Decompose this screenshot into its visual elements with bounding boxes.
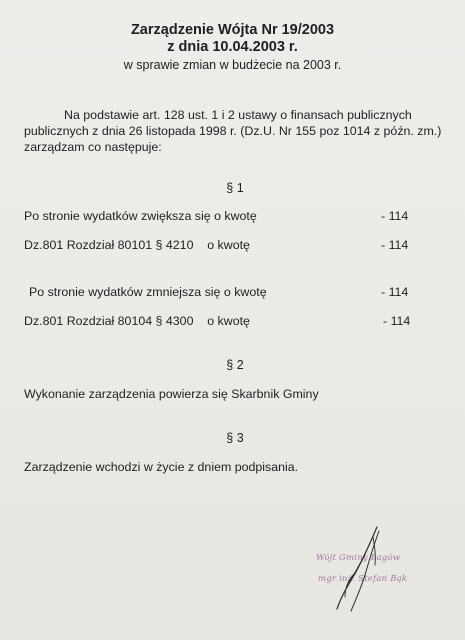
section-2-heading: § 2 xyxy=(226,358,244,372)
s1-row-2-label: Dz.801 Rozdział 80101 § 4210 o kwotę xyxy=(24,238,250,252)
s1-row-1-amount: - 114 xyxy=(381,209,409,223)
s1-row-2-amount: - 114 xyxy=(381,238,409,252)
section-3-text: Zarządzenie wchodzi w życie z dniem podpisania. xyxy=(24,460,299,474)
document-date: z dnia 10.04.2003 r. xyxy=(167,39,298,55)
stamp-name-line: mgr inż. Stefan Bąk xyxy=(318,574,408,584)
s1-row-1-label: Po stronie wydatków zwiększa się o kwotę xyxy=(24,209,257,223)
section-1-heading: § 1 xyxy=(226,181,244,195)
section-2-text: Wykonanie zarządzenia powierza się Skarbnik Gminy xyxy=(24,387,319,401)
intro-paragraph: Na podstawie art. 128 ust. 1 i 2 ustawy o finansach publicznych publicznych z dnia 26 listopada 1998 r. (Dz.U. Nr 155 poz 1014 z późn. zm.) zarządzam co następuje: xyxy=(24,108,442,154)
document-subtitle: w sprawie zmian w budżecie na 2003 r. xyxy=(123,58,342,72)
stamp-office-line: Wójt Gminy Łagów xyxy=(316,553,401,563)
handwritten-signature xyxy=(315,525,408,615)
s1-row-4-amount: - 114 xyxy=(383,314,411,328)
s1-row-4-label: Dz.801 Rozdział 80104 § 4300 o kwotę xyxy=(24,314,250,328)
document-title: Zarządzenie Wójta Nr 19/2003 xyxy=(130,22,335,38)
s1-row-3-label: Po stronie wydatków zmniejsza się o kwotę xyxy=(29,285,267,299)
s1-row-3-amount: - 114 xyxy=(381,285,409,299)
section-3-heading: § 3 xyxy=(226,431,244,445)
